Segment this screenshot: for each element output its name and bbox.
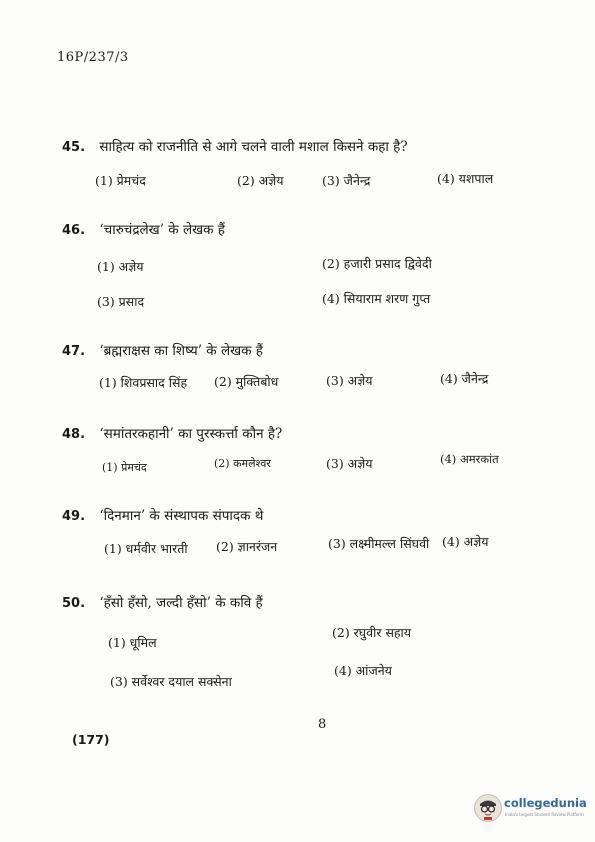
option-4: (4) अमरकांत (440, 452, 499, 466)
question-number: 47. (62, 344, 86, 359)
option-2: (2) अज्ञेय (237, 173, 284, 188)
option-2: (2) हजारी प्रसाद द्विवेदी (322, 256, 432, 271)
question-text: ‘दिनमान’ के संस्थापक संपादक थे (99, 508, 264, 524)
option-2: (2) मुक्तिबोध (214, 374, 279, 389)
brand-tagline: India's largest Student Review Platform (505, 812, 584, 817)
option-4: (4) यशपाल (437, 171, 494, 186)
footer-code: (177) (72, 732, 110, 747)
option-2: (2) कमलेश्वर (214, 457, 271, 470)
option-1: (1) धूमिल (108, 635, 157, 650)
option-1: (1) प्रेमचंद (95, 173, 146, 188)
page-number: 8 (318, 717, 327, 732)
option-1: (1) धर्मवीर भारती (104, 541, 188, 556)
paper-code: 16P/237/3 (57, 50, 129, 65)
option-4: (4) सियाराम शरण गुप्त (322, 291, 431, 306)
question-text: ‘ब्रह्मराक्षस का शिष्य’ के लेखक हैं (99, 343, 263, 359)
option-3: (3) जैनेन्द्र (322, 173, 371, 188)
question-number: 49. (62, 509, 86, 524)
watermark-logo (474, 790, 592, 832)
question-text: ‘समांतरकहानी’ का पुरस्कर्त्ता कौन है? (99, 426, 283, 442)
option-4: (4) अज्ञेय (442, 534, 489, 549)
option-3: (3) अज्ञेय (326, 456, 373, 471)
question-number: 48. (62, 427, 86, 442)
question-text: साहित्य को राजनीति से आगे चलने वाली मशाल किसने कहा है? (99, 139, 408, 155)
option-3: (3) अज्ञेय (326, 373, 373, 388)
option-1: (1) शिवप्रसाद सिंह (99, 375, 188, 390)
student-mascot-icon (474, 794, 502, 822)
brand-name: collegedunia (504, 796, 587, 810)
option-1: (1) अज्ञेय (97, 259, 144, 274)
option-3: (3) सर्वेश्वर दयाल सक्सेना (110, 674, 232, 689)
question-text: ‘हँसो हँसो, जल्दी हँसो’ के कवि हैं (99, 595, 263, 611)
option-4: (4) जैनेन्द्र (440, 371, 489, 386)
option-3: (3) लक्ष्मीमल्ल सिंघवी (328, 536, 430, 551)
option-1: (1) प्रेमचंद (102, 461, 147, 474)
question-number: 45. (62, 140, 86, 155)
option-3: (3) प्रसाद (97, 294, 145, 309)
option-4: (4) आंजनेय (334, 663, 392, 678)
option-2: (2) ज्ञानरंजन (216, 539, 278, 554)
question-number: 46. (62, 223, 86, 238)
option-2: (2) रघुवीर सहाय (332, 625, 412, 640)
question-text: ‘चारुचंद्रलेख’ के लेखक हैं (99, 222, 225, 238)
question-number: 50. (62, 596, 86, 611)
